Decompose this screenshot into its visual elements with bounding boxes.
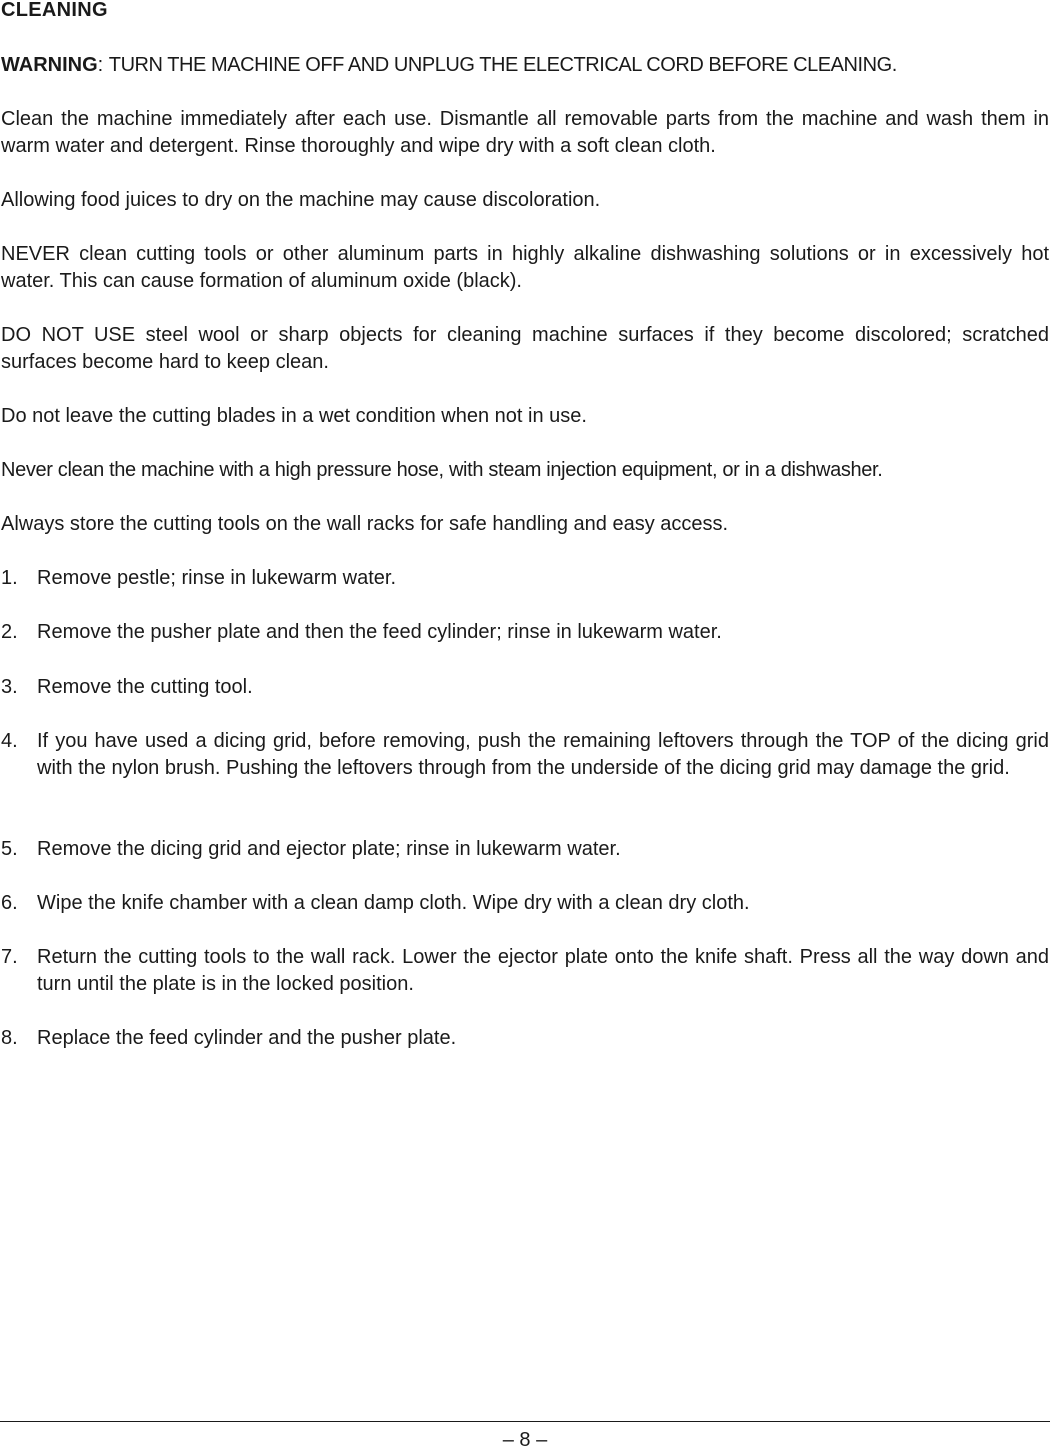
step-number: 4. <box>1 730 18 752</box>
warning-label: WARNING <box>1 54 98 76</box>
step-number: 5. <box>1 838 18 860</box>
step-text: Wipe the knife chamber with a clean damp cloth. Wipe dry with a clean dry cloth. <box>37 892 750 914</box>
step-text: Remove the cutting tool. <box>37 676 253 698</box>
paragraph-store-tools: Always store the cutting tools on the wall racks for safe handling and easy access. <box>1 513 729 535</box>
step-text: Remove the dicing grid and ejector plate; rinse in lukewarm water. <box>37 838 621 860</box>
step-5 <box>1 836 1049 863</box>
step-text: If you have used a dicing grid, before removing, push the remaining leftovers through the TOP of the dicing grid with the nylon brush. Pushing the leftovers through from the underside of the dicing grid may damage the grid. <box>37 730 1049 779</box>
warning-separator: : <box>97 54 109 76</box>
paragraph-wet-blades: Do not leave the cutting blades in a wet condition when not in use. <box>1 405 587 427</box>
paragraph-steel-wool: DO NOT USE steel wool or sharp objects for cleaning machine surfaces if they become discolored; scratched surfaces become hard to keep clean. <box>1 324 1049 373</box>
step-text: Remove the pusher plate and then the feed cylinder; rinse in lukewarm water. <box>37 621 722 643</box>
step-number: 1. <box>1 567 18 589</box>
step-number: 2. <box>1 621 18 643</box>
step-number: 8. <box>1 1027 18 1049</box>
step-text: Remove pestle; rinse in lukewarm water. <box>37 567 397 589</box>
step-2 <box>1 619 1049 646</box>
step-8 <box>1 1025 1049 1052</box>
paragraph-aluminum-warning: NEVER clean cutting tools or other aluminum parts in highly alkaline dishwashing solutions or in excessively hot water. This can cause formation of aluminum oxide (black). <box>1 243 1049 292</box>
step-1 <box>1 565 1049 592</box>
step-6 <box>1 890 1049 917</box>
step-7 <box>1 944 1049 998</box>
step-text: Replace the feed cylinder and the pusher plate. <box>37 1027 457 1049</box>
paragraph-clean-after-use: Clean the machine immediately after each use. Dismantle all removable parts from the machine and wash them in warm water and detergent. Rinse thoroughly and wipe dry with a soft clean cloth. <box>1 108 1049 157</box>
page-number: – 8 – <box>502 1429 548 1451</box>
footer-divider <box>0 1421 1050 1422</box>
step-3 <box>1 674 1049 701</box>
section-heading: CLEANING <box>1 0 108 21</box>
step-text: Return the cutting tools to the wall rack. Lower the ejector plate onto the knife shaft. Press all the way down and turn until the plate is in the locked position. <box>37 946 1049 995</box>
warning-paragraph <box>1 52 1049 79</box>
paragraph-no-hose: Never clean the machine with a high pressure hose, with steam injection equipment, or in a dishwasher. <box>1 459 883 481</box>
step-4 <box>1 728 1049 782</box>
step-number: 6. <box>1 892 18 914</box>
paragraph-discoloration: Allowing food juices to dry on the machine may cause discoloration. <box>1 189 601 211</box>
step-number: 7. <box>1 946 18 968</box>
warning-text: TURN THE MACHINE OFF AND UNPLUG THE ELECTRICAL CORD BEFORE CLEANING. <box>108 54 897 76</box>
step-number: 3. <box>1 676 18 698</box>
